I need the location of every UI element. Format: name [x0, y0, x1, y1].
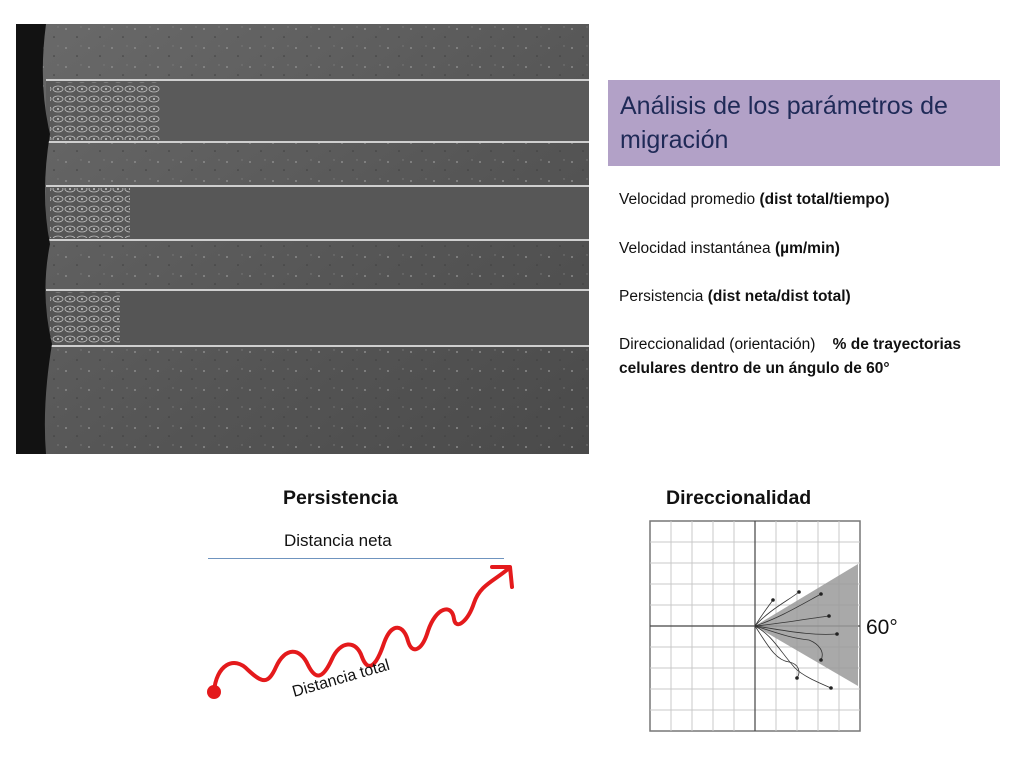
directionality-title: Direccionalidad [666, 487, 812, 509]
panel-title: Análisis de los parámetros de migración [620, 92, 948, 154]
param-detail: (µm/min) [774, 240, 840, 257]
persistence-title: Persistencia [283, 487, 398, 509]
param-detail: % de trayectorias celulares dentro de un ángulo de 60° [619, 336, 962, 377]
angle-label: 60° [866, 616, 898, 639]
param-label: Persistencia [619, 288, 708, 305]
start-dot-icon [207, 685, 221, 699]
param-inst-velocity [619, 237, 979, 261]
microscopy-image [16, 24, 589, 454]
total-distance-label: Distancia total [290, 656, 392, 701]
param-directionality [619, 333, 979, 381]
trajectory-rose-plot-icon [649, 520, 861, 732]
microscopy-graphic [16, 24, 589, 454]
param-persistence [619, 285, 979, 309]
param-detail: (dist total/tiempo) [759, 191, 890, 208]
wavy-arrow-path-icon [190, 555, 530, 715]
param-avg-velocity [619, 188, 979, 212]
param-label: Direccionalidad (orientación) [619, 336, 833, 353]
param-label: Velocidad promedio [619, 191, 760, 208]
net-distance-label: Distancia neta [284, 531, 392, 550]
panel-title-box [608, 80, 1000, 166]
param-label: Velocidad instantánea [619, 240, 775, 257]
param-detail: (dist neta/dist total) [707, 288, 851, 305]
